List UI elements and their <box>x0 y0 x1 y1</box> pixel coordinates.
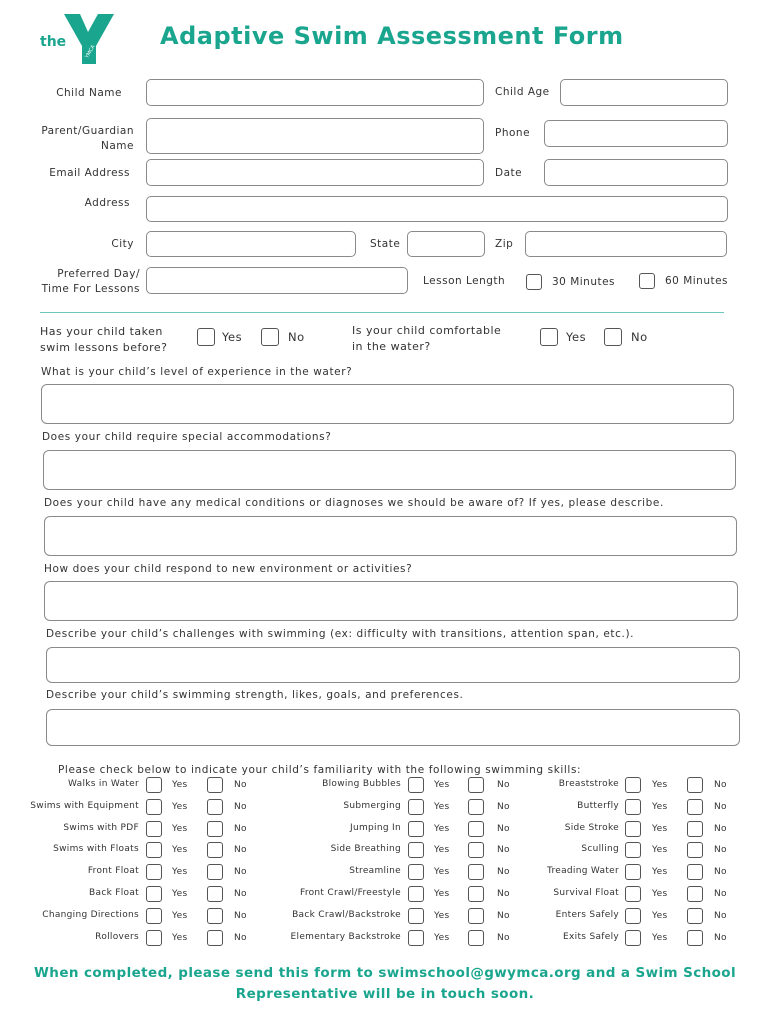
skill-3-2-no-checkbox[interactable] <box>687 799 703 815</box>
skill-2-2-no-label: No <box>497 802 510 812</box>
footer-note <box>0 963 770 1005</box>
skill-3-1-no-checkbox[interactable] <box>687 777 703 793</box>
skill-1-8-no-checkbox[interactable] <box>207 930 223 946</box>
skill-1-5-yes-checkbox[interactable] <box>146 864 162 880</box>
lesson-60-checkbox[interactable] <box>639 273 655 289</box>
skill-1-1-no-checkbox[interactable] <box>207 777 223 793</box>
skill-2-7-yes-checkbox[interactable] <box>408 908 424 924</box>
skill-1-8-label: Rollovers <box>95 932 139 942</box>
skill-3-5-no-label: No <box>714 867 727 877</box>
skill-3-8-yes-checkbox[interactable] <box>625 930 641 946</box>
skill-1-8-yes-label: Yes <box>172 933 188 943</box>
skill-2-5-yes-checkbox[interactable] <box>408 864 424 880</box>
parent-name-label <box>30 124 134 154</box>
address-input[interactable] <box>146 196 728 222</box>
skill-1-7-yes-label: Yes <box>172 911 188 921</box>
skill-1-1-yes-label: Yes <box>172 780 188 790</box>
skill-1-5-label: Front Float <box>87 866 139 876</box>
skill-3-1-yes-checkbox[interactable] <box>625 777 641 793</box>
skill-1-3-no-label: No <box>234 824 247 834</box>
skill-1-1-yes-checkbox[interactable] <box>146 777 162 793</box>
skill-2-8-no-label: No <box>497 933 510 943</box>
state-label: State <box>370 238 401 250</box>
skill-2-8-yes-checkbox[interactable] <box>408 930 424 946</box>
skill-2-6-no-label: No <box>497 889 510 899</box>
skill-3-7-label: Enters Safely <box>555 910 619 920</box>
q1-line2: swim lessons before? <box>40 341 168 354</box>
ymca-mark: YMCA <box>84 44 97 60</box>
skill-3-5-no-checkbox[interactable] <box>687 864 703 880</box>
skill-3-3-yes-label: Yes <box>652 824 668 834</box>
skill-3-7-yes-label: Yes <box>652 911 668 921</box>
swim-lessons-no-checkbox[interactable] <box>261 328 279 346</box>
skill-3-7-no-label: No <box>714 911 727 921</box>
skill-3-6-label: Survival Float <box>553 888 619 898</box>
skill-2-4-label: Side Breathing <box>330 844 401 854</box>
skill-2-6-label: Front Crawl/Freestyle <box>300 888 401 898</box>
question-accommodations: Does your child require special accommodations? <box>42 431 332 443</box>
skill-2-4-yes-checkbox[interactable] <box>408 842 424 858</box>
email-input[interactable] <box>146 159 484 186</box>
parent-label-line1: Parent/Guardian <box>41 125 134 137</box>
skill-2-1-yes-checkbox[interactable] <box>408 777 424 793</box>
preferred-time-label <box>20 267 140 297</box>
skill-1-5-no-label: No <box>234 867 247 877</box>
skill-1-3-yes-checkbox[interactable] <box>146 821 162 837</box>
skill-1-3-yes-label: Yes <box>172 824 188 834</box>
zip-input[interactable] <box>525 231 727 257</box>
skill-1-6-no-checkbox[interactable] <box>207 886 223 902</box>
skill-3-8-label: Exits Safely <box>563 932 619 942</box>
new-environment-textarea[interactable] <box>44 581 738 621</box>
question-medical: Does your child have any medical conditions or diagnoses we should be aware of? If yes, please describe. <box>44 497 664 509</box>
skill-1-5-no-checkbox[interactable] <box>207 864 223 880</box>
date-input[interactable] <box>544 159 728 186</box>
skill-3-7-no-checkbox[interactable] <box>687 908 703 924</box>
skill-2-8-label: Elementary Backstroke <box>290 932 401 942</box>
question-strengths: Describe your child’s swimming strength, likes, goals, and preferences. <box>46 689 464 701</box>
skill-3-3-yes-checkbox[interactable] <box>625 821 641 837</box>
footer-line2: Representative will be in touch soon. <box>235 986 535 1002</box>
skill-2-7-label: Back Crawl/Backstroke <box>292 910 401 920</box>
skill-2-7-yes-label: Yes <box>434 911 450 921</box>
child-age-label: Child Age <box>495 86 550 98</box>
medical-textarea[interactable] <box>44 516 737 556</box>
challenges-textarea[interactable] <box>46 647 740 683</box>
question-challenges: Describe your child’s challenges with swimming (ex: difficulty with transitions, attention span, etc.). <box>46 628 635 640</box>
comfortable-question <box>352 323 501 355</box>
footer-line1: When completed, please send this form to swimschool@gwymca.org and a Swim School <box>34 965 736 981</box>
skill-1-3-no-checkbox[interactable] <box>207 821 223 837</box>
skill-1-1-label: Walks in Water <box>68 779 139 789</box>
q1-line1: Has your child taken <box>40 325 163 338</box>
skill-2-3-label: Jumping In <box>350 823 401 833</box>
strengths-textarea[interactable] <box>46 709 740 746</box>
skill-3-1-label: Breaststroke <box>558 779 619 789</box>
skill-3-8-yes-label: Yes <box>652 933 668 943</box>
skill-1-7-label: Changing Directions <box>42 910 139 920</box>
skill-3-4-yes-checkbox[interactable] <box>625 842 641 858</box>
swim-lessons-no-label: No <box>288 330 305 344</box>
parent-label-line2: Name <box>101 140 134 152</box>
skill-2-5-no-checkbox[interactable] <box>468 864 484 880</box>
skill-3-4-no-label: No <box>714 845 727 855</box>
section-divider <box>40 312 724 313</box>
child-age-input[interactable] <box>560 79 728 106</box>
skill-2-6-yes-checkbox[interactable] <box>408 886 424 902</box>
phone-label: Phone <box>495 127 531 139</box>
skill-2-6-yes-label: Yes <box>434 889 450 899</box>
skill-1-2-no-checkbox[interactable] <box>207 799 223 815</box>
skill-2-7-no-checkbox[interactable] <box>468 908 484 924</box>
city-label: City <box>111 238 134 250</box>
parent-name-input[interactable] <box>146 118 484 154</box>
skill-3-6-no-label: No <box>714 889 727 899</box>
skill-2-8-no-checkbox[interactable] <box>468 930 484 946</box>
skill-2-4-no-label: No <box>497 845 510 855</box>
skill-1-6-yes-checkbox[interactable] <box>146 886 162 902</box>
skill-1-2-yes-label: Yes <box>172 802 188 812</box>
skill-3-2-yes-label: Yes <box>652 802 668 812</box>
skill-3-1-no-label: No <box>714 780 727 790</box>
skill-2-6-no-checkbox[interactable] <box>468 886 484 902</box>
comfortable-no-label: No <box>631 330 648 344</box>
skill-1-4-label: Swims with Floats <box>53 844 139 854</box>
skill-2-5-label: Streamline <box>349 866 401 876</box>
preferred-label-line1: Preferred Day/ <box>57 268 140 280</box>
skill-2-1-no-label: No <box>497 780 510 790</box>
preferred-time-input[interactable] <box>146 267 408 294</box>
ymca-logo <box>36 10 116 66</box>
skill-3-1-yes-label: Yes <box>652 780 668 790</box>
skill-1-2-label: Swims with Equipment <box>30 801 139 811</box>
skill-1-4-yes-label: Yes <box>172 845 188 855</box>
skill-1-1-no-label: No <box>234 780 247 790</box>
logo-the: the <box>40 34 67 50</box>
skill-2-1-yes-label: Yes <box>434 780 450 790</box>
q2-line2: in the water? <box>352 340 431 353</box>
skill-3-5-yes-checkbox[interactable] <box>625 864 641 880</box>
skill-1-3-label: Swims with PDF <box>63 823 139 833</box>
skill-3-3-label: Side Stroke <box>564 823 619 833</box>
page-title: Adaptive Swim Assessment Form <box>160 22 624 50</box>
skill-2-5-no-label: No <box>497 867 510 877</box>
preferred-label-line2: Time For Lessons <box>41 283 140 295</box>
email-label: Email Address <box>49 167 130 179</box>
skill-2-3-no-checkbox[interactable] <box>468 821 484 837</box>
skill-3-6-yes-label: Yes <box>652 889 668 899</box>
skill-2-2-label: Submerging <box>343 801 401 811</box>
phone-input[interactable] <box>544 120 728 147</box>
skill-2-5-yes-label: Yes <box>434 867 450 877</box>
skill-1-4-no-label: No <box>234 845 247 855</box>
skill-1-7-no-label: No <box>234 911 247 921</box>
skill-1-4-yes-checkbox[interactable] <box>146 842 162 858</box>
swim-lessons-yes-label: Yes <box>222 330 243 344</box>
skill-3-2-no-label: No <box>714 802 727 812</box>
date-label: Date <box>495 167 523 179</box>
skill-2-2-yes-label: Yes <box>434 802 450 812</box>
skill-1-6-no-label: No <box>234 889 247 899</box>
skill-2-2-no-checkbox[interactable] <box>468 799 484 815</box>
skill-3-6-no-checkbox[interactable] <box>687 886 703 902</box>
skill-1-2-no-label: No <box>234 802 247 812</box>
lesson-30-label: 30 Minutes <box>552 276 616 288</box>
skill-3-8-no-label: No <box>714 933 727 943</box>
skill-1-4-no-checkbox[interactable] <box>207 842 223 858</box>
accommodations-textarea[interactable] <box>43 450 736 490</box>
skill-1-8-no-label: No <box>234 933 247 943</box>
question-experience: What is your child’s level of experience in the water? <box>41 366 353 378</box>
skill-3-3-no-label: No <box>714 824 727 834</box>
state-input[interactable] <box>407 231 485 257</box>
skill-3-7-yes-checkbox[interactable] <box>625 908 641 924</box>
skill-1-8-yes-checkbox[interactable] <box>146 930 162 946</box>
comfortable-no-checkbox[interactable] <box>604 328 622 346</box>
child-name-label: Child Name <box>56 87 122 99</box>
lesson-length-label: Lesson Length <box>423 275 506 287</box>
skill-1-5-yes-label: Yes <box>172 867 188 877</box>
skill-2-3-yes-checkbox[interactable] <box>408 821 424 837</box>
skill-3-3-no-checkbox[interactable] <box>687 821 703 837</box>
skill-1-2-yes-checkbox[interactable] <box>146 799 162 815</box>
swim-lessons-yes-checkbox[interactable] <box>197 328 215 346</box>
q2-line1: Is your child comfortable <box>352 324 502 337</box>
skill-2-1-no-checkbox[interactable] <box>468 777 484 793</box>
skill-2-4-yes-label: Yes <box>434 845 450 855</box>
skill-3-5-yes-label: Yes <box>652 867 668 877</box>
comfortable-yes-checkbox[interactable] <box>540 328 558 346</box>
skill-3-8-no-checkbox[interactable] <box>687 930 703 946</box>
skill-1-6-label: Back Float <box>89 888 139 898</box>
question-new-environment: How does your child respond to new environment or activities? <box>44 563 413 575</box>
lesson-30-checkbox[interactable] <box>526 274 542 290</box>
skill-1-7-yes-checkbox[interactable] <box>146 908 162 924</box>
skill-1-7-no-checkbox[interactable] <box>207 908 223 924</box>
swim-lessons-question <box>40 324 167 356</box>
skill-3-4-no-checkbox[interactable] <box>687 842 703 858</box>
skill-1-6-yes-label: Yes <box>172 889 188 899</box>
child-name-input[interactable] <box>146 79 484 106</box>
comfortable-yes-label: Yes <box>566 330 587 344</box>
experience-textarea[interactable] <box>41 384 734 424</box>
skills-heading: Please check below to indicate your child’s familiarity with the following swimming skills: <box>58 764 582 776</box>
skill-2-3-yes-label: Yes <box>434 824 450 834</box>
skill-2-8-yes-label: Yes <box>434 933 450 943</box>
address-label: Address <box>84 197 130 209</box>
skill-2-3-no-label: No <box>497 824 510 834</box>
city-input[interactable] <box>146 231 356 257</box>
skill-3-4-yes-label: Yes <box>652 845 668 855</box>
zip-label: Zip <box>495 238 514 250</box>
skill-3-6-yes-checkbox[interactable] <box>625 886 641 902</box>
skill-3-5-label: Treading Water <box>546 866 619 876</box>
skill-2-7-no-label: No <box>497 911 510 921</box>
skill-3-2-label: Butterfly <box>577 801 619 811</box>
lesson-60-label: 60 Minutes <box>665 275 729 287</box>
skill-2-2-yes-checkbox[interactable] <box>408 799 424 815</box>
skill-3-2-yes-checkbox[interactable] <box>625 799 641 815</box>
skill-2-1-label: Blowing Bubbles <box>322 779 401 789</box>
skill-3-4-label: Sculling <box>581 844 619 854</box>
skill-2-4-no-checkbox[interactable] <box>468 842 484 858</box>
